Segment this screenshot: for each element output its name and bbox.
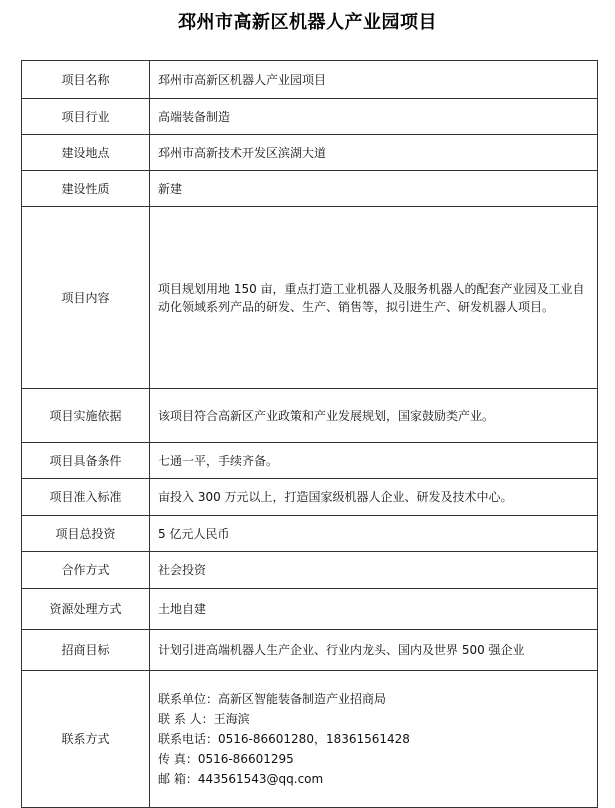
- row-label: 建设地点: [22, 135, 150, 171]
- project-info-table: [21, 60, 598, 808]
- contact-info: [150, 671, 598, 808]
- table-row-total-investment: [22, 516, 598, 552]
- table-row-basis: [22, 389, 598, 443]
- row-label: 项目内容: [22, 207, 150, 389]
- row-value: 新建: [150, 171, 598, 207]
- document-title: 邳州市高新区机器人产业园项目: [178, 12, 437, 33]
- row-value: 高端装备制造: [150, 99, 598, 135]
- contact-email[interactable]: 邮 箱：443561543@qq.com: [158, 772, 324, 786]
- table-row-project-name: [22, 61, 598, 99]
- row-label: 资源处理方式: [22, 589, 150, 630]
- table-row-resource: [22, 589, 598, 630]
- row-value: 土地自建: [150, 589, 598, 630]
- row-label: 招商目标: [22, 630, 150, 671]
- row-value: 该项目符合高新区产业政策和产业发展规划，国家鼓励类产业。: [150, 389, 598, 443]
- row-label: 合作方式: [22, 552, 150, 589]
- row-value: 社会投资: [150, 552, 598, 589]
- contact-unit: 联系单位：高新区智能装备制造产业招商局: [158, 692, 387, 706]
- table-row-content: [22, 207, 598, 389]
- row-value: 项目规划用地 150 亩，重点打造工业机器人及服务机器人的配套产业园及工业自动化领域系列产品的研发、生产、销售等，拟引进生产、研发机器人项目。: [150, 207, 598, 389]
- contact-person: 联 系 人：王海滨: [158, 712, 250, 726]
- table-row-contact: [22, 671, 598, 808]
- contact-phone: 联系电话：0516-86601280，18361561428: [158, 732, 410, 746]
- row-label: 项目总投资: [22, 516, 150, 552]
- table-row-nature: [22, 171, 598, 207]
- table-row-location: [22, 135, 598, 171]
- row-label: 项目实施依据: [22, 389, 150, 443]
- row-value: 邳州市高新区机器人产业园项目: [150, 61, 598, 99]
- row-value: 邳州市高新技术开发区滨湖大道: [150, 135, 598, 171]
- row-label: 项目名称: [22, 61, 150, 99]
- table-row-conditions: [22, 443, 598, 479]
- contact-fax: 传 真：0516-86601295: [158, 752, 294, 766]
- row-label: 项目行业: [22, 99, 150, 135]
- row-value: 计划引进高端机器人生产企业、行业内龙头、国内及世界 500 强企业: [150, 630, 598, 671]
- row-label: 联系方式: [22, 671, 150, 808]
- table-row-standard: [22, 479, 598, 516]
- row-value: 亩投入 300 万元以上，打造国家级机器人企业、研发及技术中心。: [150, 479, 598, 516]
- row-label: 建设性质: [22, 171, 150, 207]
- table-row-target: [22, 630, 598, 671]
- row-value: 七通一平，手续齐备。: [150, 443, 598, 479]
- table-row-cooperation: [22, 552, 598, 589]
- row-label: 项目具备条件: [22, 443, 150, 479]
- table-row-industry: [22, 99, 598, 135]
- row-label: 项目准入标准: [22, 479, 150, 516]
- row-value: 5 亿元人民币: [150, 516, 598, 552]
